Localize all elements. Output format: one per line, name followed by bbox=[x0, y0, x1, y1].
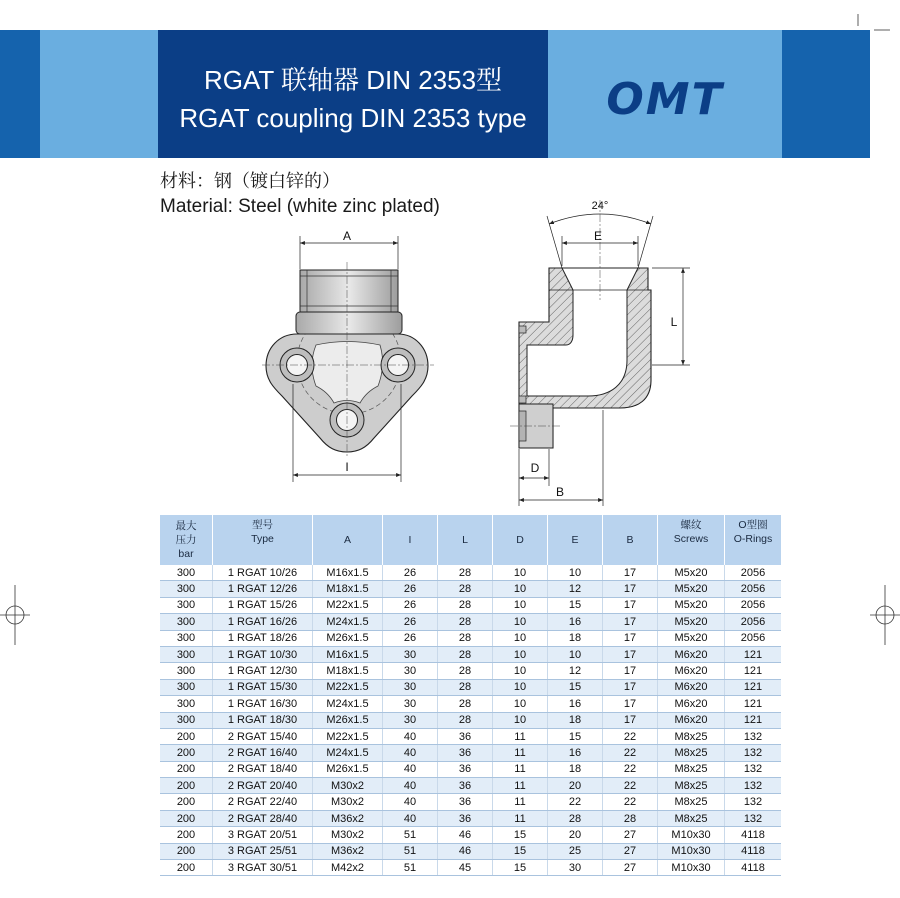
cell-type: 1 RGAT 15/26 bbox=[213, 598, 313, 613]
cell-d: 10 bbox=[493, 565, 548, 580]
cell-a: M36x2 bbox=[313, 811, 383, 826]
header-band-right bbox=[782, 30, 870, 158]
cell-o-rings: 4118 bbox=[741, 845, 765, 858]
cell-e: 15 bbox=[548, 729, 603, 744]
cell-l: 28 bbox=[438, 680, 493, 695]
flange-notch-bottom bbox=[519, 396, 526, 403]
cell-l: 28 bbox=[438, 581, 493, 596]
cell-e: 12 bbox=[548, 581, 603, 596]
cell-max-pressure: 200 bbox=[160, 844, 213, 859]
lower-port bbox=[519, 404, 553, 448]
cell-o-rings: 132 bbox=[743, 796, 763, 809]
cell-b: 17 bbox=[603, 581, 658, 596]
dimension-e bbox=[562, 236, 638, 266]
cell-e: 18 bbox=[548, 713, 603, 728]
cell-o-rings: 121 bbox=[743, 665, 763, 678]
header-band-light-left bbox=[40, 30, 158, 158]
cell-max-pressure: 200 bbox=[160, 827, 213, 842]
column-header-l bbox=[438, 515, 493, 565]
cell-d: 10 bbox=[493, 598, 548, 613]
cell-o-rings: 121 bbox=[743, 681, 763, 694]
dimension-b-label: B bbox=[555, 485, 565, 499]
cell-type: 1 RGAT 10/26 bbox=[213, 565, 313, 580]
cell-d: 10 bbox=[493, 581, 548, 596]
cell-type: 2 RGAT 16/40 bbox=[213, 745, 313, 760]
cell-l: 28 bbox=[438, 663, 493, 678]
cell-d: 15 bbox=[493, 844, 548, 859]
cell-b: 17 bbox=[603, 680, 658, 695]
cell-o-rings: 121 bbox=[743, 648, 763, 661]
column-header-text: 最大 bbox=[175, 520, 197, 532]
cell-a: M26x1.5 bbox=[313, 631, 383, 646]
cell-o-rings: 132 bbox=[743, 763, 763, 776]
cell-max-pressure: 200 bbox=[160, 778, 213, 793]
column-header-screws bbox=[658, 515, 725, 565]
dimension-angle-label: 24° bbox=[591, 200, 609, 212]
cell-a: M24x1.5 bbox=[313, 614, 383, 629]
cell-e: 16 bbox=[548, 614, 603, 629]
table-body bbox=[160, 565, 781, 876]
body-outline-dashed bbox=[297, 310, 401, 414]
cell-e: 16 bbox=[548, 745, 603, 760]
cell-max-pressure: 300 bbox=[160, 696, 213, 711]
section-view bbox=[510, 200, 690, 506]
cell-d: 11 bbox=[493, 811, 548, 826]
cell-b: 22 bbox=[603, 729, 658, 744]
flange-notch-top bbox=[519, 326, 526, 333]
cell-e: 12 bbox=[548, 663, 603, 678]
table-row bbox=[160, 844, 781, 860]
crop-mark-top-right bbox=[858, 14, 890, 30]
cell-b: 22 bbox=[603, 794, 658, 809]
cell-b: 17 bbox=[603, 565, 658, 580]
table-row bbox=[160, 794, 781, 810]
cell-max-pressure: 300 bbox=[160, 581, 213, 596]
cell-max-pressure: 200 bbox=[160, 794, 213, 809]
cell-o-rings: 2056 bbox=[740, 566, 766, 579]
dimension-i-label: I bbox=[345, 460, 349, 474]
cell-d: 10 bbox=[493, 663, 548, 678]
cell-o-rings: 121 bbox=[743, 714, 763, 727]
table-row bbox=[160, 778, 781, 794]
cell-l: 46 bbox=[438, 827, 493, 842]
dimension-angle bbox=[547, 214, 653, 268]
coupling-collar bbox=[296, 312, 402, 334]
flange-outline bbox=[266, 334, 428, 452]
cell-i: 26 bbox=[383, 581, 438, 596]
cell-o-rings: 2056 bbox=[740, 632, 766, 645]
cell-type: 1 RGAT 16/26 bbox=[213, 614, 313, 629]
cell-max-pressure: 300 bbox=[160, 614, 213, 629]
dimension-d bbox=[519, 449, 549, 506]
cell-o-rings: 4118 bbox=[741, 828, 765, 841]
specification-table bbox=[160, 515, 781, 876]
cell-i: 30 bbox=[383, 680, 438, 695]
coupling-nut bbox=[300, 270, 398, 312]
section-hatch bbox=[519, 268, 651, 448]
header-title-block bbox=[158, 30, 548, 158]
cell-l: 28 bbox=[438, 696, 493, 711]
cell-max-pressure: 300 bbox=[160, 631, 213, 646]
dimension-e-label: E bbox=[593, 229, 603, 243]
cell-e: 16 bbox=[548, 696, 603, 711]
dimension-l bbox=[652, 268, 690, 365]
cell-d: 11 bbox=[493, 762, 548, 777]
cell-max-pressure: 200 bbox=[160, 860, 213, 875]
cell-a: M18x1.5 bbox=[313, 581, 383, 596]
column-header-a bbox=[313, 515, 383, 565]
cell-type: 1 RGAT 15/30 bbox=[213, 680, 313, 695]
cell-e: 20 bbox=[548, 827, 603, 842]
cell-type: 1 RGAT 18/30 bbox=[213, 713, 313, 728]
cell-max-pressure: 300 bbox=[160, 663, 213, 678]
header-logo-block bbox=[548, 30, 782, 158]
column-header-text: A bbox=[343, 534, 351, 546]
cell-l: 36 bbox=[438, 794, 493, 809]
cell-b: 17 bbox=[603, 663, 658, 678]
cell-screws: M6x20 bbox=[658, 663, 725, 678]
cell-o-rings: 121 bbox=[743, 697, 763, 710]
cell-i: 30 bbox=[383, 663, 438, 678]
cell-d: 11 bbox=[493, 729, 548, 744]
page-title-chinese: RGAT 联轴器 DIN 2353型 bbox=[203, 65, 503, 95]
cell-i: 40 bbox=[383, 794, 438, 809]
cell-o-rings: 2056 bbox=[740, 583, 766, 596]
column-header-i bbox=[383, 515, 438, 565]
table-row bbox=[160, 745, 781, 761]
cell-e: 18 bbox=[548, 631, 603, 646]
table-row bbox=[160, 647, 781, 663]
cell-max-pressure: 300 bbox=[160, 565, 213, 580]
cell-a: M26x1.5 bbox=[313, 762, 383, 777]
cell-b: 28 bbox=[603, 811, 658, 826]
cell-b: 17 bbox=[603, 713, 658, 728]
cell-a: M22x1.5 bbox=[313, 598, 383, 613]
cell-o-rings: 132 bbox=[743, 746, 763, 759]
cell-d: 10 bbox=[493, 713, 548, 728]
cell-screws: M10x30 bbox=[658, 860, 725, 875]
cell-screws: M6x20 bbox=[658, 696, 725, 711]
column-header-type bbox=[213, 515, 313, 565]
cell-type: 3 RGAT 25/51 bbox=[213, 844, 313, 859]
cell-b: 27 bbox=[603, 844, 658, 859]
table-row bbox=[160, 565, 781, 581]
column-header-text: Type bbox=[251, 533, 274, 545]
cell-e: 15 bbox=[548, 680, 603, 695]
dimension-i bbox=[293, 384, 401, 482]
header-band-left bbox=[0, 30, 40, 158]
cell-o-rings: 4118 bbox=[741, 861, 765, 874]
cell-i: 40 bbox=[383, 729, 438, 744]
cell-d: 10 bbox=[493, 631, 548, 646]
cell-max-pressure: 300 bbox=[160, 713, 213, 728]
cell-b: 17 bbox=[603, 631, 658, 646]
cell-a: M24x1.5 bbox=[313, 696, 383, 711]
column-header-text: O-Rings bbox=[733, 533, 773, 545]
cell-type: 1 RGAT 16/30 bbox=[213, 696, 313, 711]
cell-screws: M6x20 bbox=[658, 647, 725, 662]
table-row bbox=[160, 762, 781, 778]
cell-e: 15 bbox=[548, 598, 603, 613]
column-header-text: 压力 bbox=[175, 534, 197, 546]
cell-a: M30x2 bbox=[313, 794, 383, 809]
cell-b: 22 bbox=[603, 745, 658, 760]
table-header-row bbox=[160, 515, 781, 565]
cell-screws: M8x25 bbox=[658, 811, 725, 826]
cell-a: M18x1.5 bbox=[313, 663, 383, 678]
cell-b: 17 bbox=[603, 647, 658, 662]
table-row bbox=[160, 827, 781, 843]
cell-o-rings: 132 bbox=[743, 779, 763, 792]
cell-a: M16x1.5 bbox=[313, 647, 383, 662]
cell-b: 17 bbox=[603, 598, 658, 613]
cell-screws: M10x30 bbox=[658, 844, 725, 859]
cell-screws: M8x25 bbox=[658, 794, 725, 809]
column-header-text: Screws bbox=[673, 533, 709, 545]
cell-screws: M6x20 bbox=[658, 680, 725, 695]
cell-a: M22x1.5 bbox=[313, 729, 383, 744]
cell-l: 36 bbox=[438, 762, 493, 777]
cell-b: 22 bbox=[603, 778, 658, 793]
cell-screws: M5x20 bbox=[658, 614, 725, 629]
cell-b: 17 bbox=[603, 614, 658, 629]
material-english: Material: Steel (white zinc plated) bbox=[160, 196, 440, 217]
column-header-o-rings bbox=[725, 515, 781, 565]
cell-a: M30x2 bbox=[313, 778, 383, 793]
cell-screws: M5x20 bbox=[658, 581, 725, 596]
column-header-e bbox=[548, 515, 603, 565]
column-header-text: bar bbox=[178, 548, 194, 560]
column-header-text: L bbox=[462, 534, 468, 546]
cell-e: 22 bbox=[548, 794, 603, 809]
cell-d: 10 bbox=[493, 647, 548, 662]
column-header-text: B bbox=[626, 534, 634, 546]
cell-d: 10 bbox=[493, 696, 548, 711]
cell-e: 10 bbox=[548, 565, 603, 580]
cell-screws: M8x25 bbox=[658, 729, 725, 744]
cell-l: 28 bbox=[438, 598, 493, 613]
flange-recess bbox=[312, 342, 383, 404]
cell-type: 1 RGAT 12/26 bbox=[213, 581, 313, 596]
cell-i: 40 bbox=[383, 811, 438, 826]
column-header-d bbox=[493, 515, 548, 565]
cell-e: 18 bbox=[548, 762, 603, 777]
cell-i: 26 bbox=[383, 631, 438, 646]
cell-a: M36x2 bbox=[313, 844, 383, 859]
cell-d: 15 bbox=[493, 860, 548, 875]
table-row bbox=[160, 811, 781, 827]
cell-a: M42x2 bbox=[313, 860, 383, 875]
column-header-text: D bbox=[516, 534, 524, 546]
cell-screws: M6x20 bbox=[658, 713, 725, 728]
cell-a: M30x2 bbox=[313, 827, 383, 842]
cell-d: 11 bbox=[493, 745, 548, 760]
cell-o-rings: 132 bbox=[743, 730, 763, 743]
cell-i: 30 bbox=[383, 696, 438, 711]
cell-screws: M5x20 bbox=[658, 565, 725, 580]
cell-screws: M10x30 bbox=[658, 827, 725, 842]
bolt-hole-bottom bbox=[330, 403, 364, 437]
section-bore bbox=[527, 268, 638, 396]
table-row bbox=[160, 663, 781, 679]
cell-screws: M5x20 bbox=[658, 631, 725, 646]
cell-i: 40 bbox=[383, 745, 438, 760]
cell-i: 51 bbox=[383, 860, 438, 875]
table-row bbox=[160, 860, 781, 876]
cell-b: 22 bbox=[603, 762, 658, 777]
bolt-hole-left bbox=[280, 348, 314, 382]
cell-d: 10 bbox=[493, 680, 548, 695]
cell-o-rings: 2056 bbox=[740, 599, 766, 612]
cell-i: 51 bbox=[383, 844, 438, 859]
dimension-d-label: D bbox=[530, 461, 540, 475]
cell-b: 27 bbox=[603, 860, 658, 875]
cell-max-pressure: 300 bbox=[160, 647, 213, 662]
cell-l: 36 bbox=[438, 745, 493, 760]
cell-max-pressure: 300 bbox=[160, 598, 213, 613]
registration-mark-right bbox=[870, 585, 900, 645]
cell-a: M24x1.5 bbox=[313, 745, 383, 760]
column-header-b bbox=[603, 515, 658, 565]
table-row bbox=[160, 631, 781, 647]
registration-mark-left bbox=[0, 585, 30, 645]
table-row bbox=[160, 729, 781, 745]
cell-a: M22x1.5 bbox=[313, 680, 383, 695]
material-chinese: 材料：钢（镀白锌的） bbox=[160, 171, 340, 191]
column-header-text: I bbox=[408, 534, 412, 546]
table-row bbox=[160, 598, 781, 614]
cell-l: 46 bbox=[438, 844, 493, 859]
cell-o-rings: 132 bbox=[743, 812, 763, 825]
cell-type: 2 RGAT 20/40 bbox=[213, 778, 313, 793]
column-header-text: O型圈 bbox=[738, 519, 768, 531]
dimension-a bbox=[300, 236, 398, 269]
cell-i: 30 bbox=[383, 647, 438, 662]
cell-max-pressure: 200 bbox=[160, 811, 213, 826]
table-row bbox=[160, 713, 781, 729]
cell-screws: M5x20 bbox=[658, 598, 725, 613]
cell-e: 20 bbox=[548, 778, 603, 793]
bolt-hole-right bbox=[381, 348, 415, 382]
cell-max-pressure: 200 bbox=[160, 729, 213, 744]
cell-type: 3 RGAT 30/51 bbox=[213, 860, 313, 875]
column-header-text: E bbox=[571, 534, 579, 546]
cell-type: 3 RGAT 20/51 bbox=[213, 827, 313, 842]
cell-d: 15 bbox=[493, 827, 548, 842]
cell-type: 1 RGAT 10/30 bbox=[213, 647, 313, 662]
cell-i: 26 bbox=[383, 614, 438, 629]
cell-max-pressure: 200 bbox=[160, 745, 213, 760]
page-title-english: RGAT coupling DIN 2353 type bbox=[179, 103, 527, 133]
cell-i: 30 bbox=[383, 713, 438, 728]
cell-e: 28 bbox=[548, 811, 603, 826]
cell-max-pressure: 200 bbox=[160, 762, 213, 777]
cell-l: 45 bbox=[438, 860, 493, 875]
cell-d: 11 bbox=[493, 778, 548, 793]
cell-type: 2 RGAT 22/40 bbox=[213, 794, 313, 809]
cell-screws: M8x25 bbox=[658, 778, 725, 793]
table-row bbox=[160, 680, 781, 696]
column-header-text: 螺纹 bbox=[680, 519, 702, 531]
cell-d: 11 bbox=[493, 794, 548, 809]
dimension-b bbox=[519, 410, 603, 506]
cell-type: 1 RGAT 18/26 bbox=[213, 631, 313, 646]
cell-l: 36 bbox=[438, 729, 493, 744]
cell-i: 51 bbox=[383, 827, 438, 842]
column-header-max-pressure bbox=[160, 515, 213, 565]
cell-l: 28 bbox=[438, 614, 493, 629]
cell-l: 28 bbox=[438, 631, 493, 646]
column-header-text: 型号 bbox=[252, 519, 273, 531]
table-row bbox=[160, 581, 781, 597]
cell-e: 25 bbox=[548, 844, 603, 859]
table-row bbox=[160, 614, 781, 630]
cell-type: 2 RGAT 28/40 bbox=[213, 811, 313, 826]
table-row bbox=[160, 696, 781, 712]
cell-l: 36 bbox=[438, 811, 493, 826]
cell-i: 26 bbox=[383, 598, 438, 613]
section-outline bbox=[519, 268, 651, 448]
cell-i: 40 bbox=[383, 778, 438, 793]
cell-a: M16x1.5 bbox=[313, 565, 383, 580]
cell-l: 28 bbox=[438, 647, 493, 662]
cell-max-pressure: 300 bbox=[160, 680, 213, 695]
dimension-l-label: L bbox=[670, 315, 678, 329]
cell-type: 1 RGAT 12/30 bbox=[213, 663, 313, 678]
cell-type: 2 RGAT 15/40 bbox=[213, 729, 313, 744]
brand-logo: OMT bbox=[606, 74, 724, 125]
cell-type: 2 RGAT 18/40 bbox=[213, 762, 313, 777]
cell-screws: M8x25 bbox=[658, 745, 725, 760]
cell-o-rings: 2056 bbox=[740, 615, 766, 628]
cell-l: 36 bbox=[438, 778, 493, 793]
cell-l: 28 bbox=[438, 565, 493, 580]
cell-i: 40 bbox=[383, 762, 438, 777]
dimension-a-label: A bbox=[342, 229, 352, 243]
cell-i: 26 bbox=[383, 565, 438, 580]
cell-e: 10 bbox=[548, 647, 603, 662]
cell-b: 27 bbox=[603, 827, 658, 842]
cell-d: 10 bbox=[493, 614, 548, 629]
cell-a: M26x1.5 bbox=[313, 713, 383, 728]
cell-screws: M8x25 bbox=[658, 762, 725, 777]
cell-e: 30 bbox=[548, 860, 603, 875]
cell-b: 17 bbox=[603, 696, 658, 711]
cell-l: 28 bbox=[438, 713, 493, 728]
front-view bbox=[262, 229, 434, 482]
